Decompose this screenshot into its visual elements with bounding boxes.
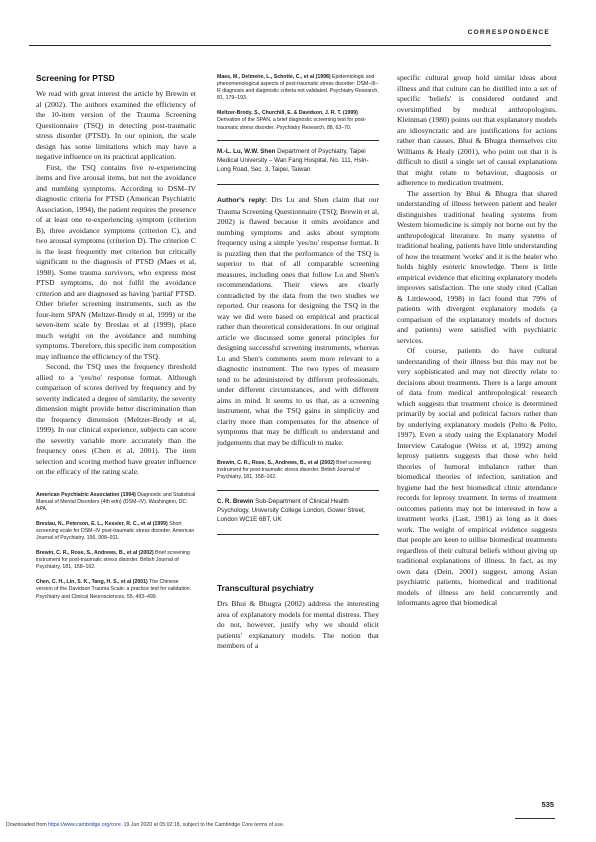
reference-item [36,579,196,600]
reference-text: Brief screening instrument for post-traumatic stress disorder. British Journal of Psychiatry, 181, 158–162. [36,550,190,571]
author-address: Sub-Department of Clinical Health Psychology, University College London, Gower Street, London WC1E 6BT, UK [217,497,366,523]
author-affiliation [217,140,379,186]
reference-authors: Chen, C. H., Lin, S. K., Tang, H. S., et al (2001) [36,579,148,586]
download-suffix: . 19 Jun 2020 at 05:02:18, subject to the Cambridge Core terms of use. [120,822,285,828]
reference-item [36,492,196,513]
reply-label: Author's reply: [217,197,268,205]
paragraph: specific cultural group hold similar ideas about illness and that culture can be distilled into a set of specific 'beliefs' is considered outdated and oversimplified by medical anthropologists. Kleinman (1980) points out that explanatory models are idiosyncratic and are justifications for actions rather than causes. Bhui & Bhugra themselves cite Williams & Healy (2001), who point out that it is difficult to distil a single set of causal explanations that might relate to behaviour, diagnosis or adherence to medication treatment. [397,73,557,187]
page-number: 535 [541,800,554,809]
reference-list [36,492,196,601]
paragraph: Drs Bhui & Bhugra (2002) address the interesting area of explanatory models for mental distress. They do not, however, justify why we should elicit patients' explanatory models. The notion that members of a [217,599,379,651]
paragraph: The assertion by Bhui & Bhugra that shared understanding of illness between patient and healer distinguishes traditional healing systems from Western biomedicine is simply not borne out by the anthropological literature. In many systems of traditional healing, patients have little understanding of how the treatment 'works' and it is the healer who holds highly esoteric knowledge. There is little empirical evidence that eliciting explanatory models improves satisfaction. The one study cited (Callan & Littlewood, 1998) in fact found that 79% of patients with divergent explanatory models (a comparison of the explanatory models of doctors and patients) were satisfied with psychiatric services. [397,188,557,345]
paragraph: Second, the TSQ uses the frequency threshold allied to a 'yes/no' response format. Although comparison of scores derived by frequency and by severity indicated a degree of similarity, the severity dimension might provide better discrimination than the frequency dimension (Meltzer-Brody et al, 1999). In our clinical experience, subjects can score the severity variable more accurately than the frequency ones (Chen et al, 2001). The item selection and scoring method have greater influence on the efficacy of the rating scale. [36,362,196,476]
page-header [0,0,596,40]
author-names: C. R. Brewin [217,497,254,505]
reply-author-affiliation [217,490,379,536]
author-address: Department of Psychiatry, Taipei Medical University – Wan Fang Hospital, No. 111, Hsin-Long Road, Sec. 3, Taipei, Taiwan [217,147,369,174]
reference-authors: Meltzer-Brody, S., Churchill, E. & Davidson, J. R. T. (1999) [217,110,358,117]
reference-item [217,110,379,131]
reference-authors: Brewin, C. R., Rose, S., Andrews, B., et al (2002) [36,550,154,557]
section-heading-transcultural: Transcultural psychiatry [217,583,314,594]
reference-item [36,521,196,542]
reference-text: The Chinese version of the Davidson Trauma Scale: a practice test for validation. Psychiatry and Clinical Neurosciences, 55, 493–499. [36,579,192,600]
section-spacer [217,545,379,583]
authors-reply [217,195,379,448]
download-prefix: Downloaded from [6,822,49,828]
reference-item [36,550,196,571]
reference-item [217,74,379,102]
reference-item [217,460,379,481]
column-3 [397,56,557,609]
paragraph: First, the TSQ contains five re-experiencing items and five arousal items, but not the avoidance and numbing symptoms. According to DSM–IV diagnostic criteria for PTSD (American Psychiatric Association, 1994), the patient requires the presence of at least one re-experiencing symptom (criterion B), three avoidance symptoms (criterion C), and two arousal symptoms (criterion D). The criterion C is the least frequently met criterion but critically significant to the diagnosis of PTSD (Maes et al, 1998). Some trauma survivors, who express most PTSD symptoms, do not fulfil the avoidance criterion and are diagnosed as having 'partial' PTSD. Other briefer screening instruments, such as the four-item SPAN (Meltzer-Brody et al, 1999) or the seven-item scale by Breslau et al (1999), place much weight on the avoidance and numbing symptoms. Therefore, this specific item composition may influence the efficiency of the TSQ. [36,162,196,361]
reference-text: Derivation of the SPAN, a brief diagnostic screening test for post-traumatic stress disorder. Psychiatry Research, 88, 63–70. [217,117,367,131]
download-notice [6,822,284,828]
download-link[interactable]: https://www.cambridge.org/core [48,822,121,828]
paragraph: Of course, patients do have cultural understanding of their illness but this may not be very sophisticated and may not directly relate to decisions about treatments. There is a large amount of data from medical anthropological research which suggests that treatment choice is determined primarily by social and political factors rather than by underlying explanatory models (Pelto & Pelto, 1997). Even a study using the Explanatory Model Interview Catalogue (Weiss et al, 1992) among leprosy patients suggests that those who held theories of humoral imbalance rather than biomedical theories of infection, sanitation and hygiene had the best biomedical clinic attendance records for leprosy treatment. In terms of treatment outcomes patients may not be interested in how a treatment works (Last, 1981) as long as it does work. The weight of empirical evidence suggests that people are keen to utilise biomedical treatments regardless of their cultural beliefs without giving up traditional explanations of illness. In fact, as my own data (Dein, 2001) suggest, among Asian psychiatric patients, biomedical and traditional models of illness are held concurrently and informants agree that biomedical [397,346,557,607]
paragraph: We read with great interest the article by Brewin et al (2002). The authors examined the efficiency of the 10-item version of the Trauma Screening Questionnaire (TSQ) in detecting post-traumatic stress disorder (PTSD). In our opinion, the scale design has some limitations which may have a negative influence on its practical application. [36,89,196,161]
reference-text: Brief screening instrument for post-traumatic stress disorder. British Journal of Psychiatry, 181, 158–162. [217,460,371,481]
reference-authors: Brewin, C. R., Rose, S., Andrews, B., et al (2002) [217,460,335,467]
column-1 [36,56,196,609]
footer-rule [515,818,555,819]
reference-authors: American Psychiatric Association (1994) [36,491,136,498]
reply-text: Drs Lu and Shen claim that our Trauma Screening Questionnaire (TSQ; Brewin et al, 2002) is flawed because it omits avoidance and numbing symptoms and asks about symptom frequency using a simple 'yes/no' response format. It is puzzling then that the performance of the TSQ is superior to that of all comparable screening measures, including ones that follow Lu and Shen's recommendations. Their views are clearly contradicted by the data from the two studies we reported. Our reasons for designing the TSQ in the way we did were based on empirical and practical rather than theoretical considerations. In our original article we discussed some general principles for designing successful screening instruments, whereas Lu and Shen's comments seem more relevant to a diagnostic instrument. The two types of measure tend to be administered by different professionals, under different circumstances, and with different aims in mind. It seems to us that, as a screening instrument, what the TSQ gains in simplicity and clarity more than compensates for the absence of symptoms that may be difficult to understand and judgements that may be difficult to make. [217,195,379,447]
column-2 [217,56,379,652]
section-heading-screening-ptsd: Screening for PTSD [36,73,115,83]
reference-text: Epidemiologic and phenomenological aspects of post-traumatic stress disorder: DSM–III–R diagnosis and diagnostic criteria not validated. Psychiatry Research, 81, 179–193. [217,74,379,102]
reference-text: Short screening scale for DSM–IV post-traumatic stress disorder. American Journal of Psychiatry, 156, 908–911. [36,520,195,541]
section-label: CORRESPONDENCE [467,29,550,36]
reference-authors: Breslau, N., Peterson, E. L., Kessler, R. C., et al (1999) [36,520,168,527]
author-names: M.-L. Lu, W.W. Shen [217,147,276,155]
reference-authors: Maes, M., Delmeire, L., Schotte, C., et al (1998) [217,74,331,80]
reference-text: Diagnostic and Statistical Manual of Mental Disorders (4th edn) (DSM–IV). Washington, DC: APA. [36,491,196,512]
header-rule [29,45,551,46]
